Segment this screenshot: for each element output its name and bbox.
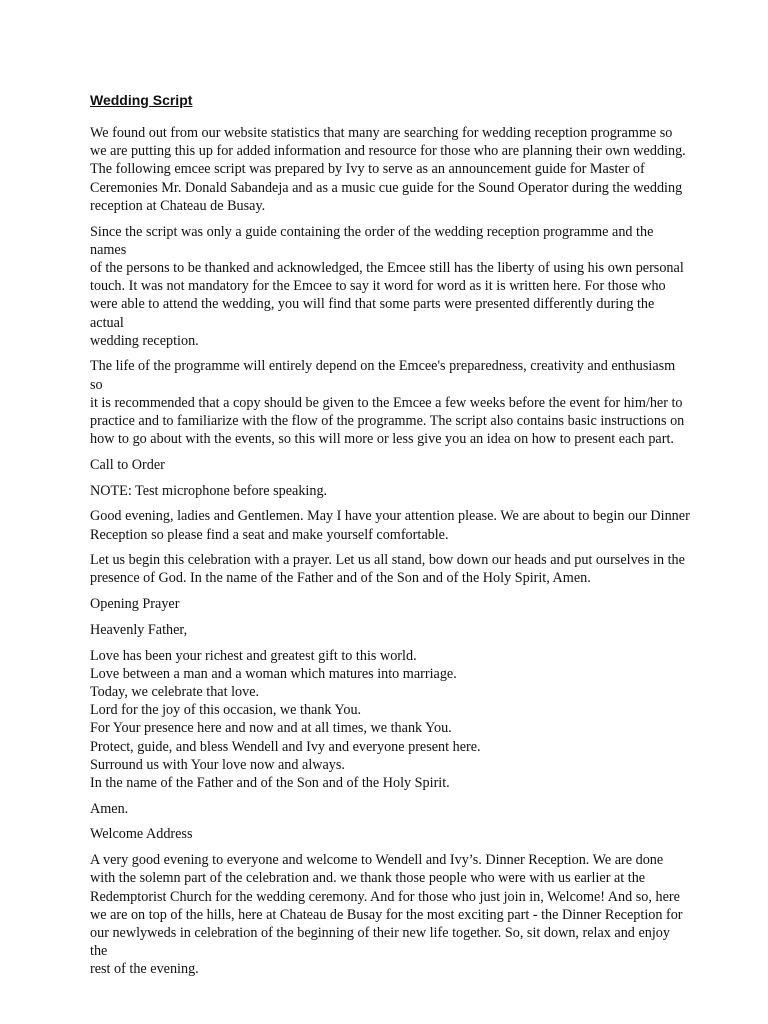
paragraph-programme-life: The life of the programme will entirely depend on the Emcee's preparedness, creativity and enthusiasm so it is recommended that a copy should be given to the Emcee a few weeks before the event for him/her to practice and to familiarize with the flow of the programme. The script also contains basic instructions on how to go about with the events, so this will more or less give you an idea on how to present each part. <box>90 358 685 448</box>
document-page <box>90 90 690 986</box>
paragraph-welcome-address: A very good evening to everyone and welcome to Wendell and Ivy’s. Dinner Reception. We are done with the solemn part of the celebration and. we thank those people who were with us earlier at the Redemptorist Church for the wedding ceremony. And for those who just join in, Welcome! And so, here we are on top of the hills, here at Chateau de Busay for the most exciting part - the Dinner Reception for our newlyweds in celebration of the beginning of their new life together. So, sit down, relax and enjoy the rest of the evening. <box>90 852 683 978</box>
section-heading-welcome-address: Welcome Address <box>90 826 193 843</box>
prayer-amen: Amen. <box>90 800 129 817</box>
prayer-body: Love has been your richest and greatest gift to this world. Love between a man and a woman which matures into marriage. Today, we celebrate that love. Lord for the joy of this occasion, we thank You. For Your presence here and now and at all times, we thank You. Protect, guide, and bless Wendell and Ivy and everyone present here. Surround us with Your love now and always. In the name of the Father and of the Son and of the Holy Spirit. <box>90 647 481 791</box>
paragraph-good-evening: Good evening, ladies and Gentlemen. May I have your attention please. We are about to begin our Dinner Reception so please find a seat and make yourself comfortable. <box>90 508 690 543</box>
section-heading-opening-prayer: Opening Prayer <box>90 596 180 613</box>
paragraph-script-guide: Since the script was only a guide containing the order of the wedding reception programme and the names of the persons to be thanked and acknowledged, the Emcee still has the liberty of using his own personal touch. It was not mandatory for the Emcee to say it word for word as it is written here. For those who were able to attend the wedding, you will find that some parts were presented differently during the actual wedding reception. <box>90 223 684 349</box>
note-microphone: NOTE: Test microphone before speaking. <box>90 482 328 499</box>
paragraph-intro: We found out from our website statistics that many are searching for wedding reception programme so we are putting this up for added information and resource for those who are planning their own wedding. The following emcee script was prepared by Ivy to serve as an announcement guide for Master of Ceremonies Mr. Donald Sabandeja and as a music cue guide for the Sound Operator during the wedding reception at Chateau de Busay. <box>90 125 686 214</box>
section-heading-call-to-order: Call to Order <box>90 456 165 473</box>
document-title: Wedding Script <box>90 92 193 108</box>
prayer-salutation: Heavenly Father, <box>90 621 188 638</box>
paragraph-prayer-intro: Let us begin this celebration with a prayer. Let us all stand, bow down our heads and put ourselves in the presence of God. In the name of the Father and of the Son and of the Holy Spirit, Amen. <box>90 552 685 587</box>
